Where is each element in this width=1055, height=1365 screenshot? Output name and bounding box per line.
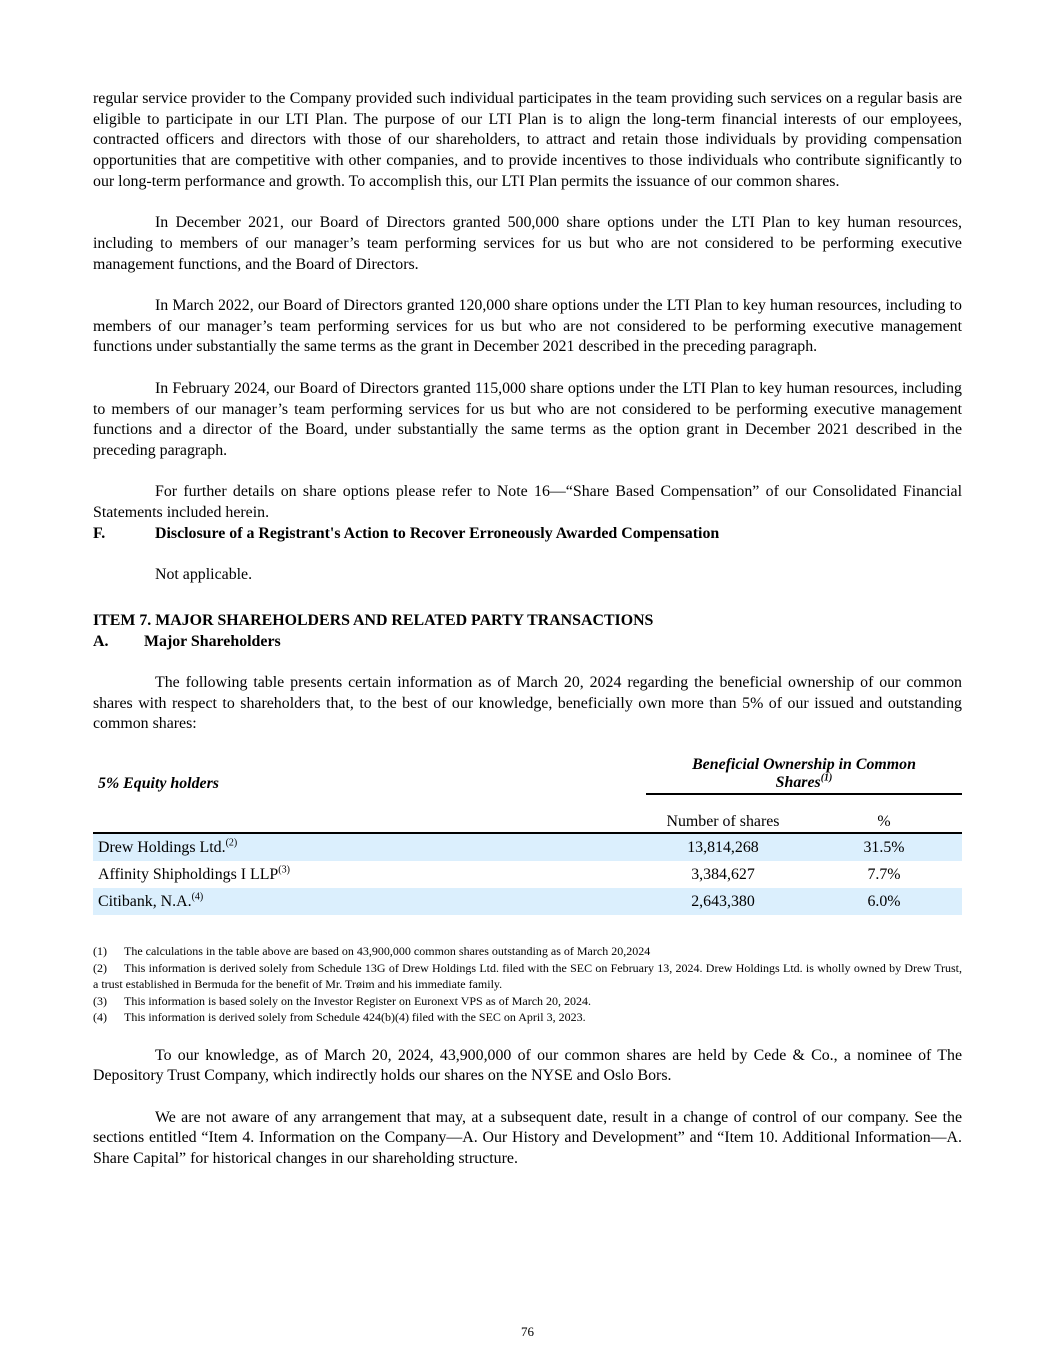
footnote-text: The calculations in the table above are based on 43,900,000 common shares outstanding as of March 20,2024 [124,944,651,958]
number-of-shares-header: Number of shares [646,795,800,834]
beneficial-ownership-header [646,756,962,795]
section-f-heading [93,524,962,545]
equity-holders-header: 5% Equity holders [98,775,219,792]
footnote-text: This information is derived solely from Schedule 424(b)(4) filed with the SEC on April 3, 2023. [124,1010,586,1024]
shares-cell: 2,643,380 [646,888,800,915]
paragraph-table-intro: The following table presents certain information as of March 20, 2024 regarding the beneficial ownership of our common shares with respect to shareholders that, to the best of our knowledge, beneficially own more than 5% of our issued and outstanding common shares: [93,673,962,733]
section-a-title: Major Shareholders [144,632,281,650]
section-a-heading [93,632,962,653]
shares-cell: 13,814,268 [646,834,800,861]
footnote-3 [93,993,962,1010]
section-f-title: Disclosure of a Registrant's Action to Recover Erroneously Awarded Compensation [155,524,720,542]
paragraph-march-2022-grant: In March 2022, our Board of Directors granted 120,000 share options under the LTI Plan to key human resources, including to members of our manager’s team performing services for us but who are not considered to be performing executive management functions under substantially the same terms as the grant in December 2021 described in the preceding paragraph. [93,297,962,356]
holder-footnote-ref: (3) [278,864,290,876]
table-column-header-row [93,795,962,834]
header-spacer-cell [93,795,646,834]
holder-name-cell [93,888,646,915]
paragraph-change-of-control: We are not aware of any arrangement that may, at a subsequent date, result in a change of control of our company. See the sections entitled “Item 4. Information on the Company—A. Our History and Development” and “Item 10. Additional Information—A. Share Capital” for historical changes in our shareholding structure. [93,1108,962,1167]
section-f-label: F. [93,524,106,542]
section-a-label: A. [93,632,109,650]
holder-name: Drew Holdings Ltd. [98,838,226,856]
footnote-mark: (1) [93,944,107,958]
table-row [93,861,962,888]
holder-footnote-ref: (4) [191,891,204,903]
table-row [93,834,962,861]
paragraph-lti-plan: regular service provider to the Company provided such individual participates in the team providing such services on a regular basis are eligible to participate in our LTI Plan. The purpose of our LTI Plan is to align the long-term financial interests of our employees, contracted officers and directors with those of our shareholders, to attract and retain those individuals by providing compensation opportunities that are competitive with other companies, and to provide incentives to those individuals who contribute significantly to our long-term performance and growth. To accomplish this, our LTI Plan permits the issuance of our common shares. [93,90,962,190]
percent-cell: 31.5% [806,834,962,861]
holder-name: Citibank, N.A. [98,892,192,910]
holder-footnote-ref: (2) [225,837,238,849]
major-shareholders-table [93,756,962,915]
footnote-2 [93,960,962,993]
footnote-mark: (2) [93,960,107,975]
paragraph-cede-holdings: To our knowledge, as of March 20, 2024, 43,900,000 of our common shares are held by Cede & Co., a nominee of The Depository Trust Company, which indirectly holds our shares on the NYSE and Oslo Bors. [93,1046,962,1085]
footnote-1 [93,943,962,960]
paragraph-february-2024-grant: In February 2024, our Board of Directors granted 115,000 share options under the LTI Plan to key human resources, including to members of our manager’s team performing services for us but who are not considered to be performing executive management functions and a director of the Board, under substantially the same terms as the option grant in December 2021 described in the preceding paragraph. [93,379,962,459]
table-group-header-row [93,756,962,795]
paragraph-share-options-note: For further details on share options please refer to Note 16—“Share Based Compensation” of our Consolidated Financial Statements included herein. [93,483,962,521]
holder-name-cell [93,861,646,888]
footnote-4 [93,1009,962,1026]
page-number: 76 [521,1324,534,1339]
footnote-text: This information is derived solely from Schedule 13G of Drew Holdings Ltd. filed with the SEC on February 13, 2024. Drew Holdings Ltd. is wholly owned by Drew Trust, a trust established in Bermuda for the benefit of Mr. Trøim and his immediate family. [93,960,962,991]
beneficial-ownership-header-line2: Shares [775,774,821,791]
page-content [93,89,962,1170]
footnote-mark: (4) [93,1010,107,1024]
holder-name: Affinity Shipholdings I LLP [98,865,279,883]
item-7-heading: ITEM 7. MAJOR SHAREHOLDERS AND RELATED PARTY TRANSACTIONS [93,611,654,629]
shares-cell: 3,384,627 [691,865,755,883]
footnote-mark: (3) [93,993,107,1008]
holder-name-cell [93,834,646,861]
footnote-text: This information is based solely on the Investor Register on Euronext VPS as of March 20, 2024. [124,993,592,1008]
table-row [93,888,962,915]
percent-cell: 7.7% [867,865,901,883]
paragraph-december-2021-grant: In December 2021, our Board of Directors granted 500,000 share options under the LTI Plan to key human resources, including to members of our manager’s team performing services for us but who are not considered to be performing executive management functions, and the Board of Directors. [93,214,962,273]
beneficial-ownership-header-line1: Beneficial Ownership in Common [692,756,916,773]
percent-header: % [806,795,962,834]
footnotes [93,943,962,1026]
beneficial-ownership-footnote-ref: (1) [820,772,833,784]
percent-cell: 6.0% [806,888,962,915]
paragraph-not-applicable: Not applicable. [155,566,253,584]
shareholders-table-wrapper [93,756,962,915]
